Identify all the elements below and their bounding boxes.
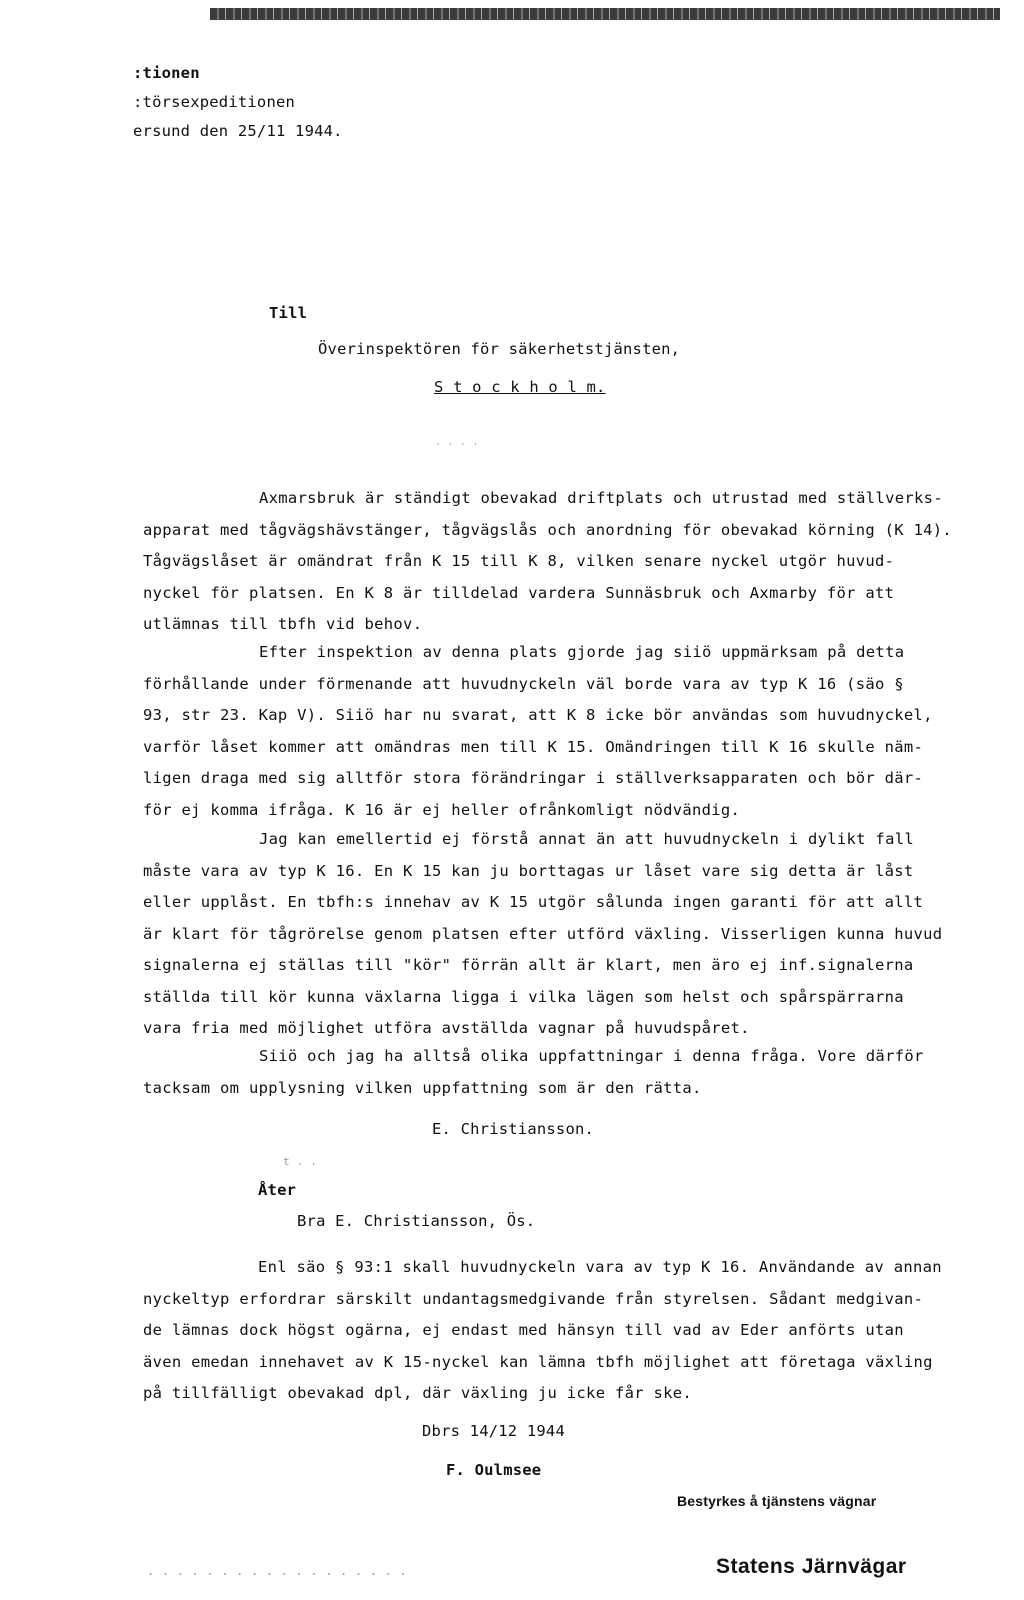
text-line: förhållande under förmenande att huvudnyckeln väl borde vara av typ K 16 (säo § [143, 674, 904, 693]
header-line-2: :törsexpeditionen [133, 93, 296, 111]
text-line: utlämnas till tbfh vid behov. [143, 615, 423, 633]
address-till: Till [269, 304, 308, 322]
text-line: på tillfälligt obevakad dpl, där växling ju icke får ske. [143, 1384, 693, 1402]
text-line: nyckeltyp erfordrar särskilt undantagsmedgivande från styrelsen. Sådant medgivan- [143, 1289, 924, 1308]
letter-signature: E. Christiansson. [432, 1120, 595, 1138]
text-line: vara fria med möjlighet utföra avställda vagnar på huvudspåret. [143, 1019, 750, 1037]
letter-paragraph-4 [143, 1041, 1003, 1104]
text-line: Enl säo § 93:1 skall huvudnyckeln vara av typ K 16. Användande av annan [258, 1258, 942, 1276]
text-line: Tågvägslåset är omändrat från K 15 till K 8, vilken senare nyckel utgör huvud- [143, 552, 895, 570]
text-line: 93, str 23. Kap V). Siiö har nu svarat, att K 8 icke bör användas som huvudnyckel, [143, 706, 933, 724]
text-line: ligen draga med sig alltför stora förändringar i ställverksapparaten och bör där- [143, 769, 924, 787]
reply-date: Dbrs 14/12 1944 [422, 1422, 565, 1440]
reply-ater: Åter [258, 1181, 297, 1199]
letter-paragraph-3 [143, 824, 1003, 1045]
address-city: S t o c k h o l m. [434, 378, 606, 396]
letter-paragraph-1 [143, 483, 1003, 641]
text-line: måste vara av typ K 16. En K 15 kan ju borttagas ur låset vare sig detta är låst [143, 861, 914, 880]
text-line: även emedan innehavet av K 15-nyckel kan lämna tbfh möjlighet att företaga växling [143, 1352, 933, 1371]
text-line: varför låset kommer att omändras men till K 15. Omändringen till K 16 skulle näm- [143, 737, 924, 756]
reply-signature: F. Oulmsee [446, 1461, 542, 1479]
scan-edge-artifact [210, 8, 1000, 20]
brand-name: Statens Järnvägar [716, 1555, 907, 1578]
header-line-1: :tionen [133, 64, 200, 82]
faint-mark: . . . . [435, 437, 479, 448]
address-recipient: Överinspektören för säkerhetstjänsten, [318, 340, 681, 358]
letter-paragraph-2 [143, 637, 1003, 826]
faint-print-line: . . . . . . . . . . . . . . . . . . [147, 1564, 407, 1578]
text-line: apparat med tågvägshävstänger, tågvägslås och anordning för obevakad körning (K 14). [143, 520, 953, 539]
text-line: nyckel för platsen. En K 8 är tilldelad vardera Sunnäsbruk och Axmarby för att [143, 583, 895, 602]
faint-mark: t . . [283, 1155, 318, 1168]
text-line: Axmarsbruk är ständigt obevakad driftplats och utrustad med ställverks- [259, 489, 943, 507]
header-date: ersund den 25/11 1944. [133, 122, 343, 140]
text-line: Siiö och jag ha alltså olika uppfattningar i denna fråga. Vore därför [259, 1047, 924, 1065]
text-line: är klart för tågrörelse genom platsen efter utförd växling. Visserligen kunna huvud [143, 924, 943, 943]
reply-addressee: Bra E. Christiansson, Ös. [297, 1212, 536, 1230]
stamp-note: Bestyrkes å tjänstens vägnar [677, 1493, 877, 1509]
text-line: för ej komma ifråga. K 16 är ej heller ofrånkomligt nödvändig. [143, 800, 741, 819]
text-line: ställda till kör kunna växlarna ligga i vilka lägen som helst och spårspärrarna [143, 987, 904, 1006]
text-line: tacksam om upplysning vilken uppfattning som är den rätta. [143, 1078, 702, 1097]
reply-paragraph [143, 1252, 1003, 1410]
text-line: signalerna ej ställas till "kör" förrän allt är klart, men äro ej inf.signalerna [143, 956, 914, 974]
text-line: Efter inspektion av denna plats gjorde jag siiö uppmärksam på detta [259, 643, 905, 661]
text-line: Jag kan emellertid ej förstå annat än att huvudnyckeln i dylikt fall [259, 830, 914, 848]
text-line: eller upplåst. En tbfh:s innehav av K 15 utgör sålunda ingen garanti för att allt [143, 893, 924, 911]
text-line: de lämnas dock högst ogärna, ej endast med hänsyn till vad av Eder anförts utan [143, 1321, 904, 1339]
